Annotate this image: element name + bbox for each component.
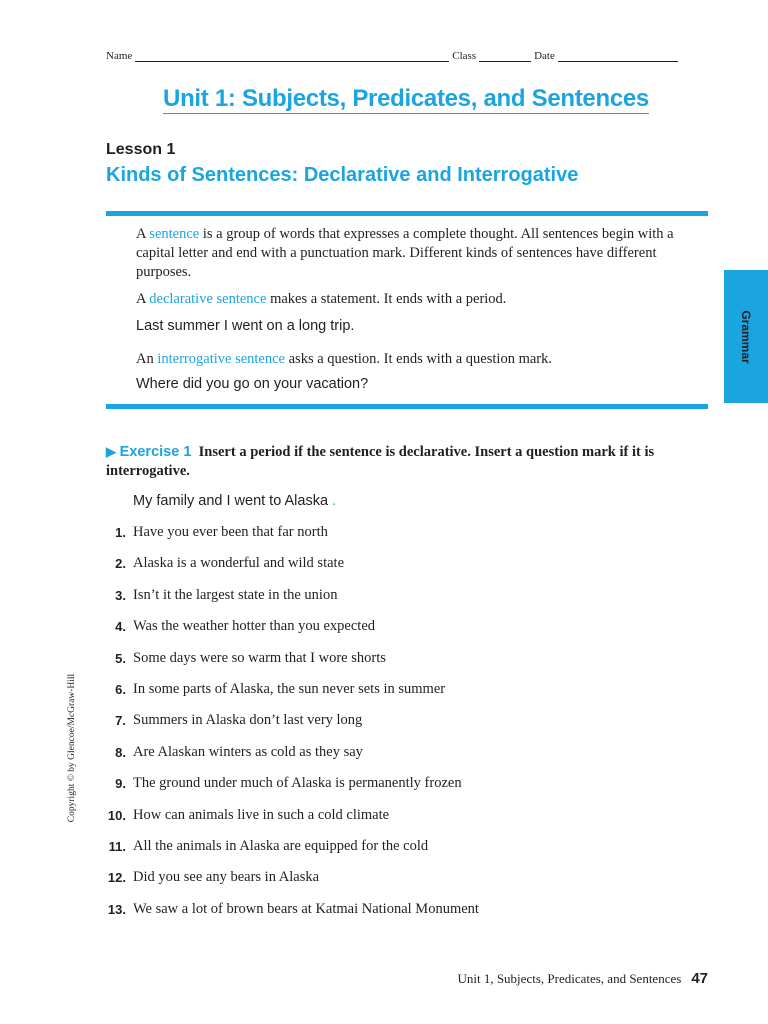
box-bottom-rule <box>106 404 708 409</box>
list-item[interactable] <box>100 618 700 649</box>
item-sentence: All the animals in Alaska are equipped for the cold <box>133 837 429 854</box>
footer-text: Unit 1, Subjects, Predicates, and Sentences <box>457 971 682 986</box>
item-number: 7. <box>115 713 126 729</box>
list-item[interactable] <box>100 901 700 932</box>
interrogative-example: Where did you go on your vacation? <box>136 376 369 392</box>
item-sentence: Was the weather hotter than you expected <box>133 618 376 635</box>
item-number: 3. <box>115 587 126 603</box>
item-number: 12. <box>107 870 126 886</box>
term-interrogative: interrogative sentence <box>157 351 285 367</box>
date-label: Date <box>534 50 555 62</box>
list-item[interactable] <box>100 807 700 838</box>
item-sentence: Are Alaskan winters as cold as they say <box>133 743 363 760</box>
item-sentence: How can animals live in such a cold climate <box>133 806 390 823</box>
play-arrow-icon: ▶ <box>106 444 116 459</box>
exercise-directions: Insert a period if the sentence is declarative. Insert a question mark if it is interrogative. <box>106 444 655 479</box>
term-declarative: declarative sentence <box>149 291 267 307</box>
exercise-instructions <box>106 442 706 481</box>
item-sentence: Isn’t it the largest state in the union <box>133 586 338 603</box>
example-answer: . <box>332 493 337 509</box>
item-number: 11. <box>108 838 126 854</box>
list-item[interactable] <box>100 775 700 806</box>
list-item[interactable] <box>100 869 700 900</box>
declarative-example: Last summer I went on a long trip. <box>136 318 355 334</box>
item-number: 13. <box>107 901 126 917</box>
example-sentence: My family and I went to Alaska . <box>133 493 337 509</box>
lesson-title: Kinds of Sentences: Declarative and Interrogative <box>106 164 579 186</box>
date-field[interactable] <box>558 49 678 62</box>
side-tab-label: Grammar <box>739 309 753 364</box>
page-footer <box>457 970 708 987</box>
item-sentence: Alaska is a wonderful and wild state <box>133 555 345 572</box>
list-item[interactable] <box>100 650 700 681</box>
class-field[interactable] <box>479 49 531 62</box>
item-number: 8. <box>115 744 126 760</box>
interrogative-definition: An interrogative sentence asks a question. It ends with a question mark. <box>136 351 552 367</box>
class-label: Class <box>452 50 477 62</box>
grammar-side-tab <box>724 270 768 403</box>
name-label: Name <box>106 50 133 62</box>
unit-title: Unit 1: Subjects, Predicates, and Sentences <box>163 85 649 112</box>
list-item[interactable] <box>100 744 700 775</box>
item-sentence: The ground under much of Alaska is permanently frozen <box>133 775 462 792</box>
list-item[interactable] <box>100 587 700 618</box>
item-number: 9. <box>115 776 126 792</box>
copyright-notice: Copyright © by Glencoe/McGraw-Hill <box>67 673 77 823</box>
item-sentence: Have you ever been that far north <box>133 524 328 540</box>
list-item[interactable] <box>100 681 700 712</box>
lesson-number: Lesson 1 <box>106 141 176 158</box>
term-sentence: sentence <box>149 226 200 242</box>
list-item[interactable] <box>100 712 700 743</box>
item-number: 1. <box>115 525 126 540</box>
name-field[interactable] <box>135 49 449 62</box>
list-item[interactable] <box>100 524 700 555</box>
item-sentence: Did you see any bears in Alaska <box>133 869 320 886</box>
page-number: 47 <box>691 970 708 987</box>
list-item[interactable] <box>100 555 700 586</box>
item-number: 10. <box>107 807 126 823</box>
item-sentence: In some parts of Alaska, the sun never sets in summer <box>133 680 446 697</box>
item-sentence: We saw a lot of brown bears at Katmai National Monument <box>133 900 479 917</box>
student-header <box>106 49 708 62</box>
item-number: 2. <box>115 556 126 572</box>
list-item[interactable] <box>100 838 700 869</box>
item-number: 4. <box>115 619 126 635</box>
exercise-label: Exercise 1 <box>119 444 192 460</box>
exercise-items <box>100 524 700 932</box>
item-number: 6. <box>115 681 126 697</box>
item-sentence: Some days were so warm that I wore shorts <box>133 649 386 666</box>
sentence-definition: A sentence is a group of words that expresses a complete thought. All sentences begin with a capital letter and end with a punctuation mark. Different kinds of sentences have different purposes. <box>136 226 674 280</box>
box-top-rule <box>106 211 708 216</box>
declarative-definition: A declarative sentence makes a statement. It ends with a period. <box>136 291 507 307</box>
item-sentence: Summers in Alaska don’t last very long <box>133 712 363 729</box>
item-number: 5. <box>115 650 126 666</box>
